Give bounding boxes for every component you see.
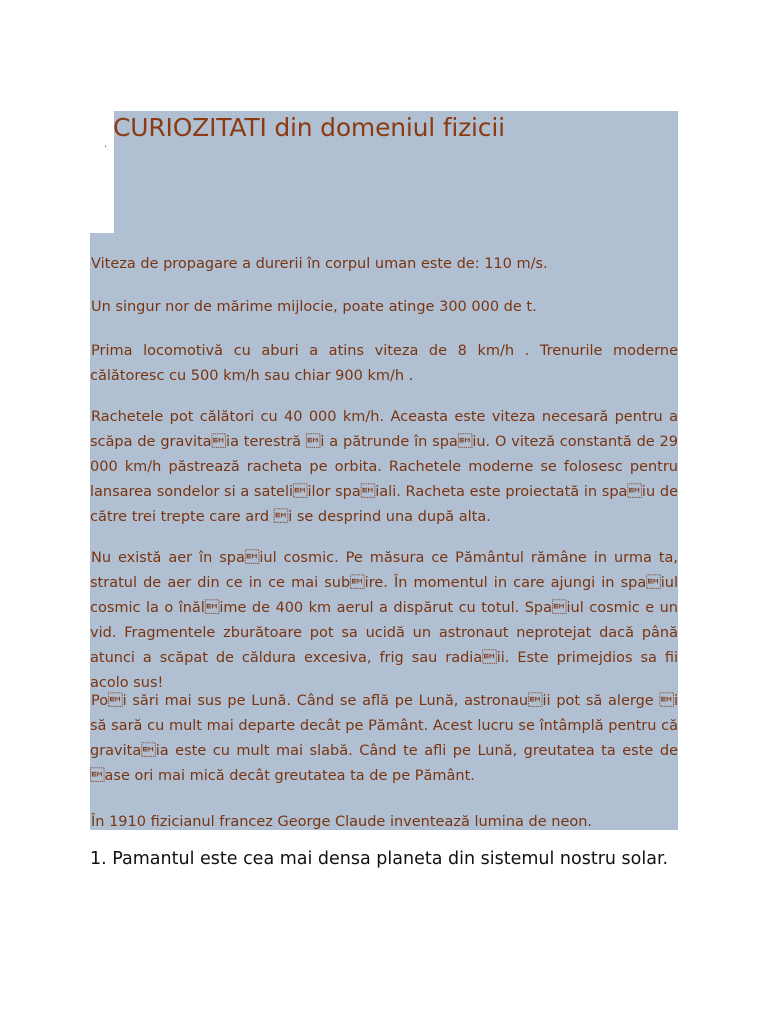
title-dot: . [104,139,108,150]
paragraph-text: Viteza de propagare a durerii în corpul uman este de: 110 m/s. [91,256,548,272]
paragraph-text: Poi sări mai sus pe Lună. Când se află pe Lună, astronauii pot să alerge i să sară cu mult mai departe decât pe Pământ. Acest lucru se întâmplă pentru că gravitaia este cu mult mai slabă. Când te afli pe Lună, greutatea ta este de ase ori mai mică decât greutatea ta de pe Pământ. [90,693,678,784]
paragraph-rockets [90,405,678,530]
paragraph-neon [90,810,678,835]
paragraph-text: Prima locomotivă cu aburi a atins viteza de 8 km/h . Trenurile moderne călătoresc cu 500 km/h sau chiar 900 km/h . [90,343,678,384]
paragraph-space-air [90,546,678,696]
paragraph-locomotive [90,339,678,389]
paragraph-moon [90,689,678,789]
paragraph-text: Un singur nor de mărime mijlocie, poate atinge 300 000 de t. [91,299,537,315]
page-title: CURIOZITATI din domeniul fizicii [113,113,505,142]
paragraph-text: Rachetele pot călători cu 40 000 km/h. Aceasta este viteza necesară pentru a scăpa de gravitaia terestră i a pătrunde în spaiu. O viteză constantă de 29 000 km/h păstrează racheta pe orbita. Rachetele moderne se folosesc pentru lansarea sondelor si a sateliilor spaiali. Racheta este proiectată in spaiu de către trei trepte care ard i se desprind una după alta. [90,409,678,525]
paragraph-text: Nu există aer în spaiul cosmic. Pe măsura ce Pământul rămâne in urma ta, stratul de aer din ce in ce mai subire. În momentul in care ajungi in spaiul cosmic la o înălime de 400 km aerul a dispărut cu totul. Spaiul cosmic e un vid. Fragmentele zburătoare pot sa ucidă un astronaut neprotejat dacă până atunci a scăpat de căldura excesiva, frig sau radiaii. Este primejdios sa fii acolo sus! [90,550,678,691]
paragraph-text: În 1910 fizicianul francez George Claude inventează lumina de neon. [91,814,593,830]
paragraph-cloud [90,295,678,320]
numbered-fact: 1. Pamantul este cea mai densa planeta din sistemul nostru solar. [90,849,669,869]
paragraph-pain-speed [90,252,678,277]
